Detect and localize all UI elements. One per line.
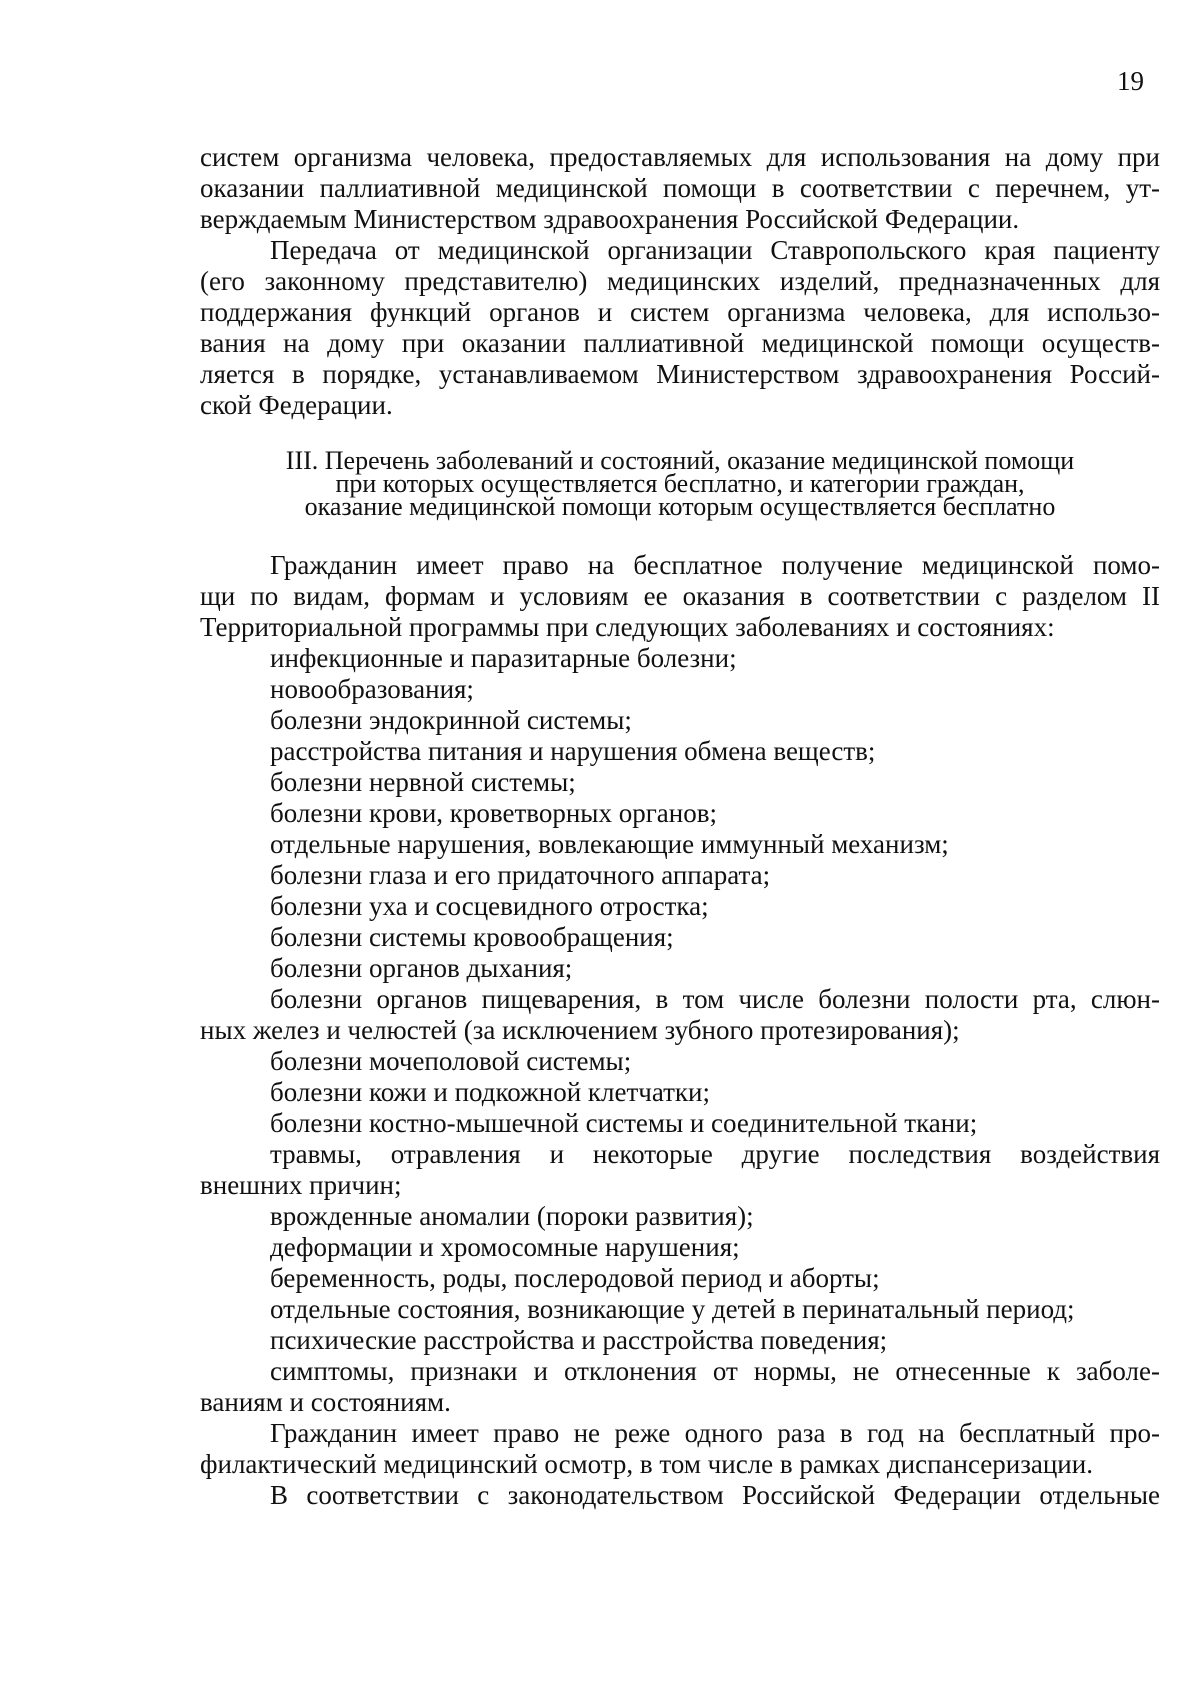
list-item-continuation: внешних причин; [200, 1170, 402, 1200]
list-item: отдельные состояния, возникающие у детей в перинатальный период; [270, 1294, 1075, 1324]
list-item: болезни мочеполовой системы; [270, 1046, 632, 1076]
section-heading [200, 446, 1160, 521]
text-line: систем организма человека, предоставляемых для использования на дому при [200, 142, 1160, 172]
list-item: болезни уха и сосцевидного отростка; [270, 891, 709, 921]
list-item: расстройства питания и нарушения обмена веществ; [270, 736, 876, 766]
text-line: поддержания функций органов и систем организма человека, для использо- [200, 297, 1160, 327]
text-line: оказании паллиативной медицинской помощи в соответствии с перечнем, ут- [200, 173, 1160, 203]
text-line: ляется в порядке, устанавливаемом Министерством здравоохранения Россий- [200, 359, 1160, 389]
list-item: беременность, роды, послеродовой период и аборты; [270, 1263, 880, 1293]
paragraph-rights [200, 550, 1160, 643]
list-item: болезни органов пищеварения, в том числе болезни полости рта, слюн- [270, 984, 1160, 1014]
list-item-continuation: ваниям и состояниям. [200, 1387, 451, 1417]
list-item: болезни нервной системы; [270, 767, 576, 797]
text-line: В соответствии с законодательством Российской Федерации отдельные [270, 1480, 1160, 1510]
paragraph-transfer [200, 235, 1160, 421]
text-line: филактический медицинский осмотр, в том числе в рамках диспансеризации. [200, 1449, 1093, 1479]
list-item: инфекционные и паразитарные болезни; [270, 643, 737, 673]
list-item: болезни органов дыхания; [270, 953, 573, 983]
list-item: болезни системы кровообращения; [270, 922, 674, 952]
list-item: болезни костно-мышечной системы и соединительной ткани; [270, 1108, 978, 1138]
page-number: 19 [1117, 66, 1144, 96]
list-item: симптомы, признаки и отклонения от нормы, не отнесенные к заболе- [270, 1356, 1160, 1386]
list-item: отдельные нарушения, вовлекающие иммунный механизм; [270, 829, 949, 859]
text-line: Гражданин имеет право не реже одного раза в год на бесплатный про- [270, 1418, 1160, 1448]
heading-line: III. Перечень заболеваний и состояний, оказание медицинской помощи [285, 446, 1075, 475]
text-line: верждаемым Министерством здравоохранения Российской Федерации. [200, 204, 1020, 234]
list-item: болезни эндокринной системы; [270, 705, 632, 735]
list-item: травмы, отравления и некоторые другие последствия воздействия [270, 1139, 1160, 1169]
list-item: болезни кожи и подкожной клетчатки; [270, 1077, 711, 1107]
text-line: Передача от медицинской организации Ставропольского края пациенту [270, 235, 1160, 265]
text-line: щи по видам, формам и условиям ее оказания в соответствии с разделом II [200, 581, 1160, 611]
document-body [200, 142, 1160, 1511]
text-line: ской Федерации. [200, 390, 393, 420]
paragraph-continuation [200, 142, 1160, 235]
list-item: болезни крови, кроветворных органов; [270, 798, 717, 828]
list-item: новообразования; [270, 674, 474, 704]
text-line: Гражданин имеет право на бесплатное получение медицинской помо- [270, 550, 1160, 580]
paragraph-checkup [200, 1418, 1160, 1480]
heading-line: оказание медицинской помощи которым осуществляется бесплатно [304, 492, 1056, 521]
heading-line: при которых осуществляется бесплатно, и категории граждан, [335, 469, 1025, 498]
list-item: психические расстройства и расстройства поведения; [270, 1325, 888, 1355]
text-line: (его законному представителю) медицинских изделий, предназначенных для [200, 266, 1160, 296]
list-item: врожденные аномалии (пороки развития); [270, 1201, 754, 1231]
disease-list [200, 643, 1160, 1418]
text-line: вания на дому при оказании паллиативной медицинской помощи осуществ- [200, 328, 1160, 358]
list-item: болезни глаза и его придаточного аппарата; [270, 860, 771, 890]
list-item: деформации и хромосомные нарушения; [270, 1232, 740, 1262]
paragraph-legislation [200, 1480, 1160, 1511]
text-line: Территориальной программы при следующих заболеваниях и состояниях: [200, 612, 1055, 642]
list-item-continuation: ных желез и челюстей (за исключением зубного протезирования); [200, 1015, 960, 1045]
